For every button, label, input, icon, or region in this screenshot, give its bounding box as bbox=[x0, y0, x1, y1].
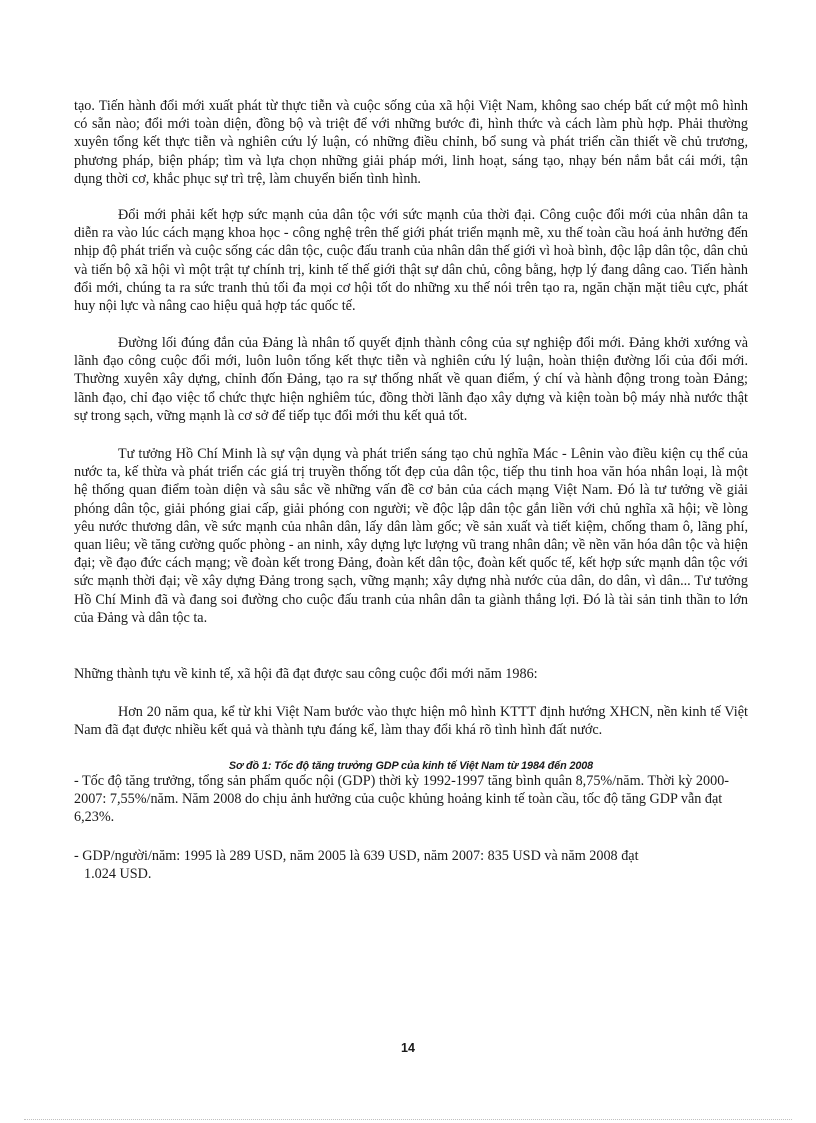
gdp-line-2: 1.024 USD. bbox=[84, 866, 152, 883]
paragraph-tu-tuong-ho-chi-minh: Tư tưởng Hồ Chí Minh là sự vận dụng và phát triển sáng tạo chủ nghĩa Mác - Lênin vào điều kiện cụ thể của nước ta, kế thừa và phát triển các giá trị truyền thống tốt đẹp của dân tộc, tiếp thu tinh hoa văn hóa nhân loại, là một hệ thống quan điểm toàn diện và sâu sắc về những vấn đề cơ bản của cách mạng Việt Nam. Đó là tư tưởng về giải phóng dân tộc, giải phóng giai cấp, giải phóng con người; về độc lập dân tộc gắn liền với chủ nghĩa xã hội; về lòng yêu nước thương dân, về sức mạnh của nhân dân, lấy dân làm gốc; về sản xuất và tiết kiệm, chống tham ô, lãng phí, quan liêu; về tăng cường quốc phòng - an ninh, xây dựng lực lượng vũ trang nhân dân; về nền văn hóa dân tộc và hiện đại; về đạo đức cách mạng; về đoàn kết trong Đảng, đoàn kết dân tộc, đoàn kết quốc tế, kết hợp sức mạnh dân tộc với sức mạnh thời đại; về xây dựng Đảng trong sạch, vững mạnh; xây dựng nhà nước của dân, do dân, vì dân... Tư tưởng Hồ Chí Minh đã và đang soi đường cho cuộc đấu tranh của nhân dân ta giành thắng lợi. Đó là tài sản tinh thần to lớn của Đảng và dân tộc ta. bbox=[74, 446, 748, 626]
page-bottom-border bbox=[24, 1119, 792, 1120]
paragraph-thanh-tuu-heading: Những thành tựu về kinh tế, xã hội đã đạt được sau công cuộc đổi mới năm 1986: bbox=[74, 666, 538, 682]
paragraph-doi-moi-thuc-tien: tạo. Tiến hành đổi mới xuất phát từ thực tiễn và cuộc sống của xã hội Việt Nam, không sao chép bất cứ một mô hình có sẵn nào; đổi mới toàn diện, đồng bộ và triệt để với những bước đi, hình thức và cách làm phù hợp. Phải thường xuyên tổng kết thực tiễn và nghiên cứu lý luận, có những điều chỉnh, bổ sung và phát triển cần thiết về chủ trương, phương pháp, biện pháp; tìm và lựa chọn những giải pháp mới, linh hoạt, sáng tạo, nhạy bén nắm bắt cái mới, tận dụng thời cơ, khắc phục sự trì trệ, làm chuyển biến tình hình. bbox=[74, 98, 748, 187]
paragraph-gdp-per-capita bbox=[74, 847, 748, 883]
gdp-line-1: - GDP/người/năm: 1995 là 289 USD, năm 2005 là 639 USD, năm 2007: 835 USD và năm 2008 đạt bbox=[74, 848, 639, 864]
paragraph-toc-do-tang-truong: - Tốc độ tăng trưởng, tổng sản phẩm quốc nội (GDP) thời kỳ 1992-1997 tăng bình quân 8,75%/năm. Thời kỳ 2000-2007: 7,55%/năm. Năm 2008 do chịu ảnh hưởng của cuộc khủng hoảng kinh tế toàn cầu, tốc độ tăng GDP vẫn đạt 6,23%. bbox=[74, 773, 730, 826]
figure-caption: Sơ đồ 1: Tốc độ tăng trưởng GDP của kinh tế Việt Nam từ 1984 đến 2008 bbox=[228, 760, 594, 772]
page-number: 14 bbox=[401, 1041, 415, 1055]
paragraph-duong-loi-dang: Đường lối đúng đắn của Đảng là nhân tố quyết định thành công của sự nghiệp đổi mới. Đảng khởi xướng và lãnh đạo công cuộc đổi mới, luôn luôn tổng kết thực tiễn và nghiên cứu lý luận, hoàn thiện đường lối của đổi mới. Thường xuyên xây dựng, chỉnh đốn Đảng, tạo ra sự thống nhất về quan điểm, ý chí và hành động trong toàn Đảng; lãnh đạo, chỉ đạo việc tổ chức thực hiện nghiêm túc, đồng thời lãnh đạo xây dựng và kiện toàn bộ máy nhà nước thật sự trong sạch, vững mạnh là cơ sở để tiếp tục đổi mới thu kết quả tốt. bbox=[74, 335, 748, 424]
paragraph-suc-manh-dan-toc-thoi-dai: Đổi mới phải kết hợp sức mạnh của dân tộc với sức mạnh của thời đại. Công cuộc đổi mới của nhân dân ta diễn ra vào lúc cách mạng khoa học - công nghệ trên thế giới phát triển mạnh mẽ, xu thế toàn cầu hoá ảnh hưởng đến nhịp độ phát triển và cuộc sống các dân tộc, cuộc đấu tranh của nhân dân thế giới vì hoà bình, độc lập dân tộc, dân chủ và tiến bộ xã hội vì một trật tự chính trị, kinh tế thế giới thật sự dân chủ, công bằng, hợp lý đang dâng cao. Tiến hành đổi mới, chúng ta ra sức tranh thủ tối đa mọi cơ hội tốt do những xu thế nói trên tạo ra, ngăn chặn mặt tiêu cực, phát huy nội lực và nâng cao hiệu quả hợp tác quốc tế. bbox=[74, 207, 748, 315]
paragraph-20-nam-qua: Hơn 20 năm qua, kể từ khi Việt Nam bước vào thực hiện mô hình KTTT định hướng XHCN, nền kinh tế Việt Nam đã đạt được nhiều kết quả và thành tựu đáng kể, làm thay đổi khá rõ tình hình đất nước. bbox=[74, 704, 748, 739]
